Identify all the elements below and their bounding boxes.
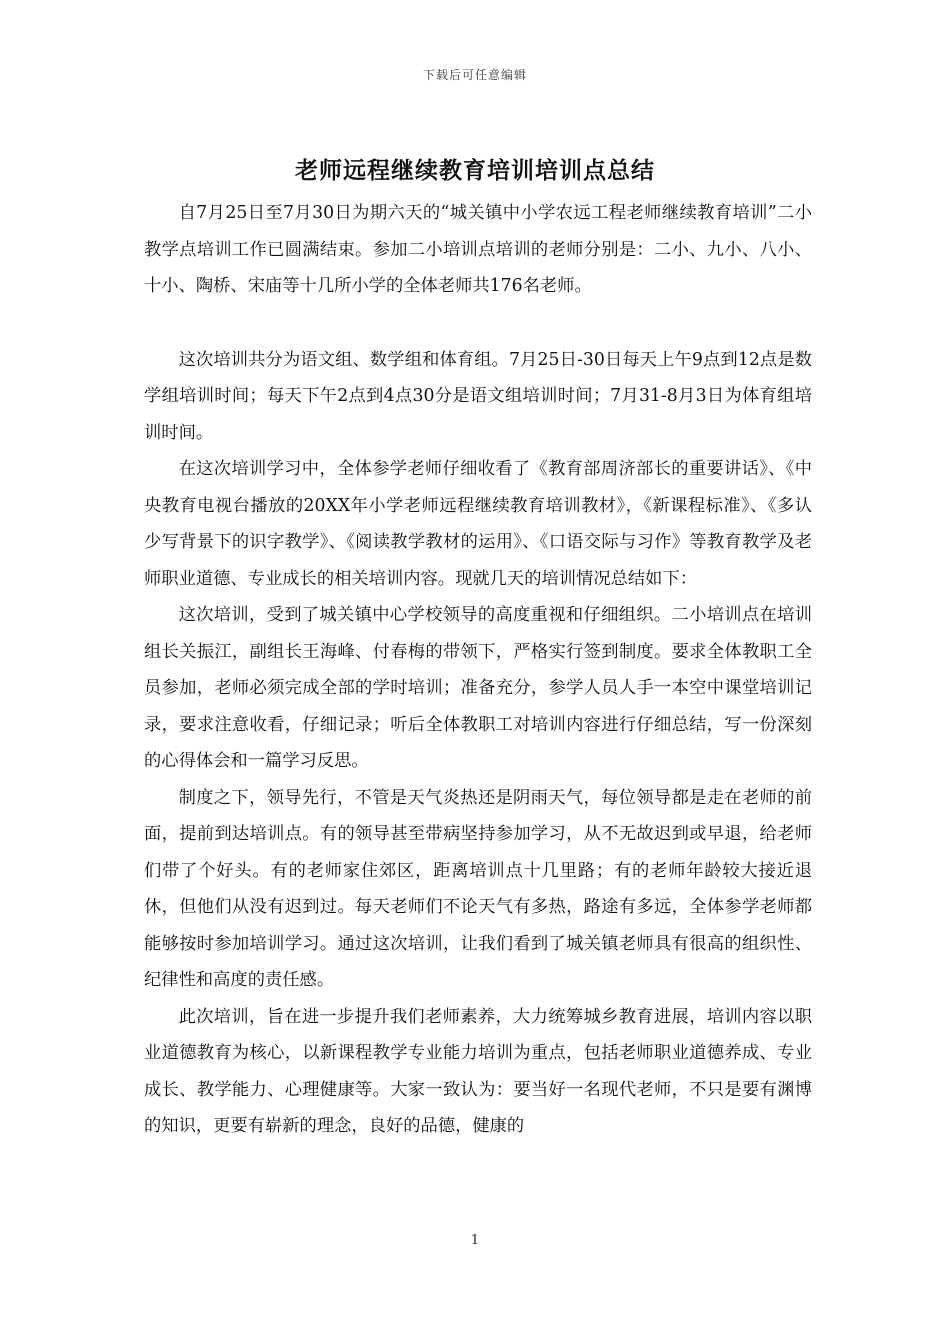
paragraph-5: 制度之下，领导先行，不管是天气炎热还是阴雨天气，每位领导都是走在老师的前面，提前到达培训点。有的领导甚至带病坚持参加学习，从不无故迟到或早退，给老师们带了个好头。有的老师家住郊区，距离培训点十几里路；有的老师年龄较大接近退休，但他们从没有迟到过。每天老师们不论天气有多热，路途有多远，全体参学老师都能够按时参加培训学习。通过这次培训，让我们看到了城关镇老师具有很高的组织性、纪律性和高度的责任感。 <box>144 787 812 990</box>
page-number: 1 <box>470 1233 480 1248</box>
paragraph-1: 自7月25日至7月30日为期六天的“城关镇中小学农远工程老师继续教育培训”二小教学点培训工作已圆满结束。参加二小培训点培训的老师分别是：二小、九小、八小、十小、陶桥、宋庙等十几所小学的全体老师共176名老师。 <box>144 203 812 296</box>
paragraph-2: 这次培训共分为语文组、数学组和体育组。7月25日-30日每天上午9点到12点是数学组培训时间；每天下午2点到4点30分是语文组培训时间；7月31-8月3日为体育组培训时间。 <box>144 349 812 443</box>
document-title: 老师远程继续教育培训培训点总结 <box>295 157 655 184</box>
paragraph-6: 此次培训，旨在进一步提升我们老师素养，大力统筹城乡教育进展，培训内容以职业道德教育为核心，以新课程教学专业能力培训为重点，包括老师职业道德养成、专业成长、教学能力、心理健康等。大家一致认为：要当好一名现代老师，不只是要有渊博的知识，更要有崭新的理念，良好的品德，健康的 <box>144 1006 812 1136</box>
page-header-note: 下载后可任意编辑 <box>422 68 527 82</box>
paragraph-3: 在这次培训学习中，全体参学老师仔细收看了《教育部周济部长的重要讲话》、《中央教育电视台播放的20XX年小学老师远程继续教育培训教材》，《新课程标准》、《多认少写背景下的识字教学》、《阅读教学教材的运用》、《口语交际与习作》等教育教学及老师职业道德、专业成长的相关培训内容。现就几天的培训情况总结如下： <box>144 459 812 589</box>
paragraph-4: 这次培训，受到了城关镇中心学校领导的高度重视和仔细组织。二小培训点在培训组长关振江，副组长王海峰、付春梅的带领下，严格实行签到制度。要求全体教职工全员参加，老师必须完成全部的学时培训；准备充分，参学人员人手一本空中课堂培训记录，要求注意收看，仔细记录；听后全体教职工对培训内容进行仔细总结，写一份深刻的心得体会和一篇学习反思。 <box>144 605 812 771</box>
document-body <box>144 195 812 1145</box>
